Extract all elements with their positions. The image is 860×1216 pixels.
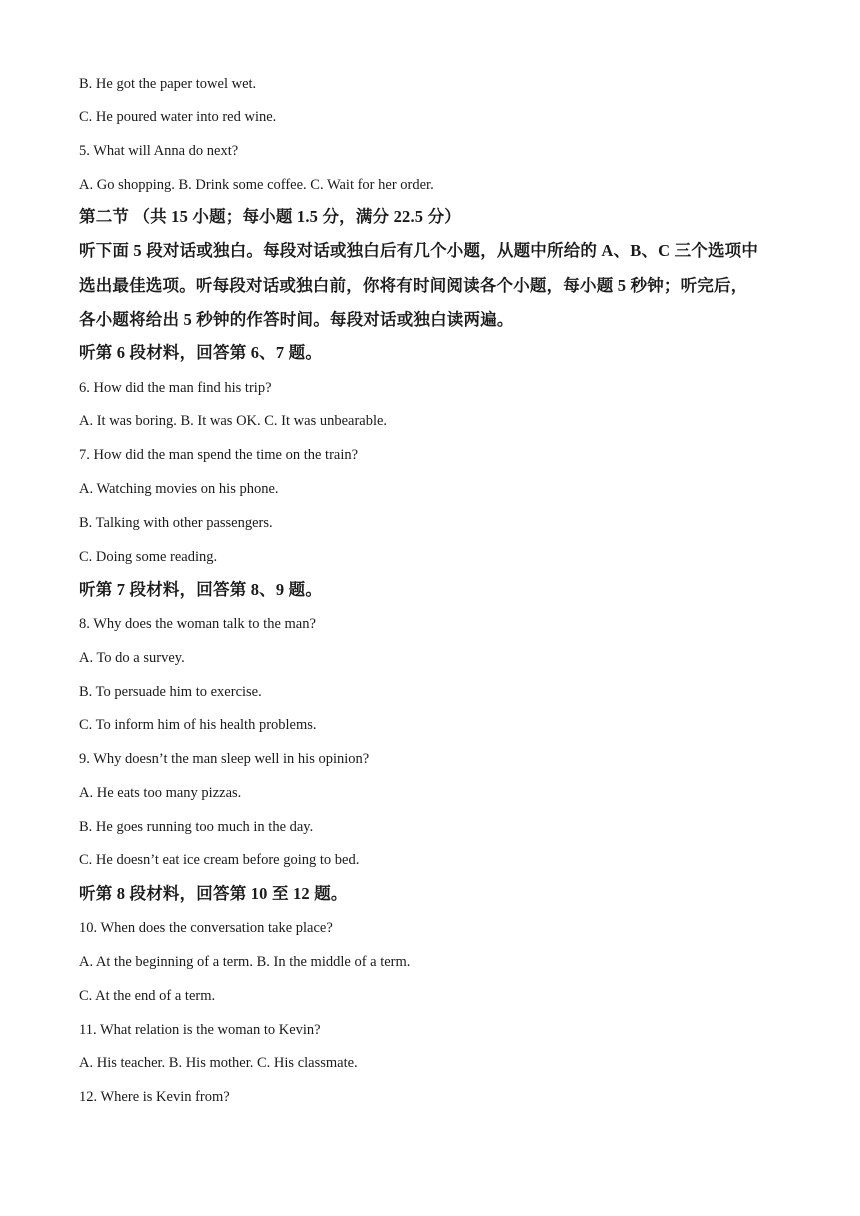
section-title: 第二节 （共 15 小题；每小题 1.5 分，满分 22.5 分） [79, 207, 461, 226]
option-line: C. He doesn’t eat ice cream before going to bed. [79, 852, 360, 868]
question-line: 8. Why does the woman talk to the man? [79, 616, 316, 632]
question-line: 6. How did the man find his trip? [79, 380, 272, 396]
option-line: A. Watching movies on his phone. [79, 481, 279, 497]
option-line: A. Go shopping. B. Drink some coffee. C. Wait for her order. [79, 177, 434, 193]
question-line: 11. What relation is the woman to Kevin? [79, 1022, 321, 1038]
question-line: 10. When does the conversation take place? [79, 920, 333, 936]
option-line: C. At the end of a term. [79, 988, 216, 1004]
instruction-line: 各小题将给出 5 秒钟的作答时间。每段对话或独白读两遍。 [79, 310, 514, 329]
question-line: 12. Where is Kevin from? [79, 1089, 230, 1105]
instruction-line: 选出最佳选项。听每段对话或独白前，你将有时间阅读各个小题，每小题 5 秒钟；听完后， [79, 276, 748, 295]
material-heading: 听第 7 段材料，回答第 8、9 题。 [79, 580, 323, 599]
option-line: B. To persuade him to exercise. [79, 684, 262, 700]
question-line: 9. Why doesn’t the man sleep well in his opinion? [79, 751, 370, 767]
option-line: A. He eats too many pizzas. [79, 785, 242, 801]
option-line: B. He got the paper towel wet. [79, 76, 257, 92]
option-line: C. He poured water into red wine. [79, 109, 277, 125]
option-line: C. Doing some reading. [79, 549, 218, 565]
option-line: A. It was boring. B. It was OK. C. It was unbearable. [79, 413, 388, 429]
option-line: B. Talking with other passengers. [79, 515, 273, 531]
material-heading: 听第 6 段材料，回答第 6、7 题。 [79, 343, 323, 362]
option-line: C. To inform him of his health problems. [79, 717, 317, 733]
option-line: A. His teacher. B. His mother. C. His classmate. [79, 1055, 358, 1071]
question-line: 5. What will Anna do next? [79, 143, 239, 159]
option-line: B. He goes running too much in the day. [79, 819, 314, 835]
material-heading: 听第 8 段材料，回答第 10 至 12 题。 [79, 884, 348, 903]
question-line: 7. How did the man spend the time on the train? [79, 447, 359, 463]
option-line: A. At the beginning of a term. B. In the middle of a term. [79, 954, 411, 970]
option-line: A. To do a survey. [79, 650, 185, 666]
instruction-line: 听下面 5 段对话或独白。每段对话或独白后有几个小题，从题中所给的 A、B、C 三个选项中 [79, 241, 759, 260]
